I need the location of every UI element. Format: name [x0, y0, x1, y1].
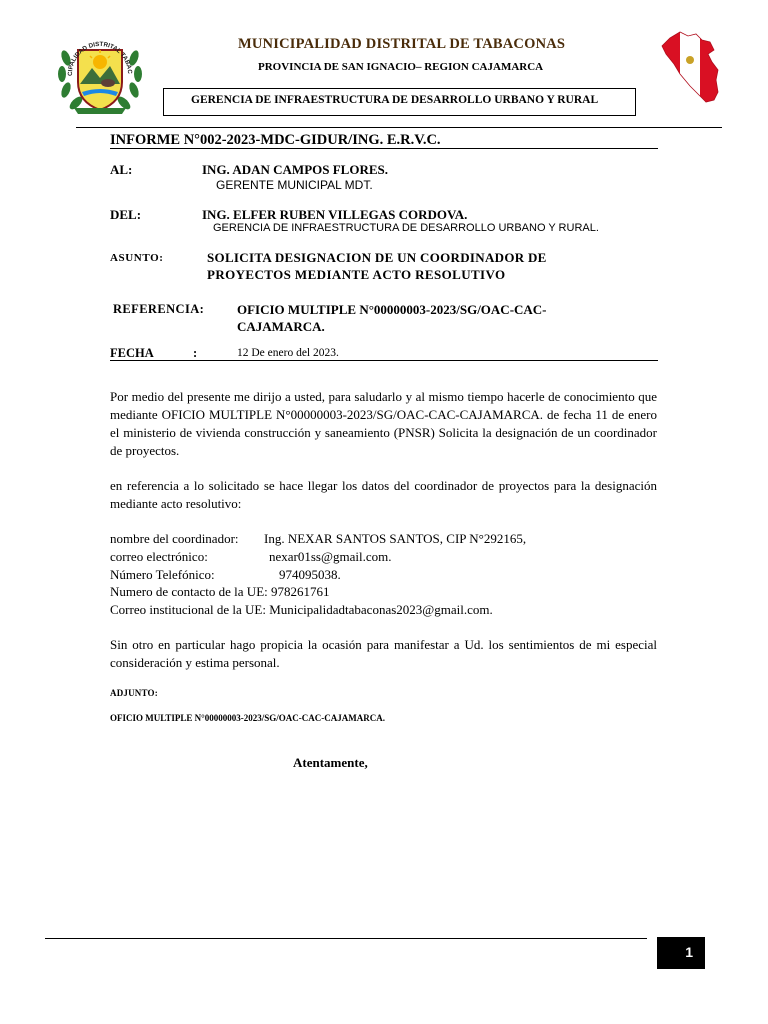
to-name: ING. ADAN CAMPOS FLORES. — [202, 162, 388, 177]
coordinator-email-value: nexar01ss@gmail.com. — [269, 549, 392, 564]
body-paragraph-2: en referencia a lo solicitado se hace llegar los datos del coordinador de proyectos para la designación mediante acto resolutivo: — [110, 478, 657, 511]
province-region: PROVINCIA DE SAN IGNACIO– REGION CAJAMARCA — [258, 61, 544, 73]
from-label: DEL: — [110, 207, 142, 222]
department-box — [163, 88, 636, 116]
ue-institutional-email: Correo institucional de la UE: Municipalidadtabaconas2023@gmail.com. — [110, 602, 493, 617]
date-rule — [110, 360, 658, 361]
coordinator-phone-label: Número Telefónico: — [110, 567, 215, 582]
subject-label: ASUNTO: — [110, 252, 164, 264]
date-value: 12 De enero del 2023. — [237, 347, 339, 359]
coordinator-name-value: Ing. NEXAR SANTOS SANTOS, CIP N°292165, — [264, 531, 527, 546]
report-title: INFORME N°002-2023-MDC-GIDUR/ING. E.R.V.C. — [110, 132, 441, 148]
date-label: FECHA — [110, 346, 154, 360]
municipality-name: MUNICIPALIDAD DISTRITAL DE TABACONAS — [238, 36, 566, 52]
ue-contact-number: Numero de contacto de la UE: 978261761 — [110, 584, 330, 599]
reference-line-1: OFICIO MULTIPLE N°00000003-2023/SG/OAC-CAC- — [237, 302, 547, 317]
from-name: ING. ELFER RUBEN VILLEGAS CORDOVA. — [202, 207, 468, 222]
municipality-seal-logo — [54, 28, 146, 120]
reference-label: REFERENCIA: — [113, 302, 205, 316]
closing-salutation: Atentamente, — [293, 755, 368, 770]
subject-line-1: SOLICITA DESIGNACION DE UN COORDINADOR DE — [207, 250, 547, 265]
reference-line-2: CAJAMARCA. — [237, 319, 325, 334]
body-paragraph-1: Por medio del presente me dirijo a usted, para saludarlo y al mismo tiempo hacerle de conocimiento que mediante OFICIO MULTIPLE N°00000003-2023/SG/OAC-CAC-CAJAMARCA. de fecha 11 de enero el ministerio de vivienda construcción y saneamiento (PNSR) Solicita la designación de un coordinador de proyectos. — [110, 389, 657, 458]
attachment-value: OFICIO MULTIPLE N°00000003-2023/SG/OAC-CAC-CAJAMARCA. — [110, 713, 386, 723]
date-colon: : — [193, 346, 198, 360]
to-label: AL: — [110, 162, 133, 177]
coordinator-name-label: nombre del coordinador: — [110, 531, 239, 546]
coordinator-phone-value: 974095038. — [279, 567, 341, 582]
body-paragraph-3: Sin otro en particular hago propicia la ocasión para manifestar a Ud. los sentimientos de mi especial consideración y estima personal. — [110, 637, 657, 670]
footer-rule — [45, 938, 647, 939]
to-role: GERENTE MUNICIPAL MDT. — [216, 178, 373, 192]
coordinator-email-label: correo electrónico: — [110, 549, 208, 564]
page-number-box — [657, 937, 705, 969]
peru-map-flag-icon — [660, 30, 720, 104]
attachment-label: ADJUNTO: — [110, 688, 158, 698]
page-number: 1 — [685, 944, 693, 960]
header-divider — [76, 127, 722, 128]
from-role: GERENCIA DE INFRAESTRUCTURA DE DESARROLLO URBANO Y RURAL. — [213, 222, 599, 234]
svg-text:MUNICIPALIDAD DISTRITAL TABACO: CIPALIDAD DISTRITAL TABAC — [66, 40, 134, 77]
subject-line-2: PROYECTOS MEDIANTE ACTO RESOLUTIVO — [207, 267, 506, 282]
report-title-rule — [110, 148, 658, 149]
department-name: GERENCIA DE INFRAESTRUCTURA DE DESARROLLO URBANO Y RURAL — [191, 94, 599, 106]
